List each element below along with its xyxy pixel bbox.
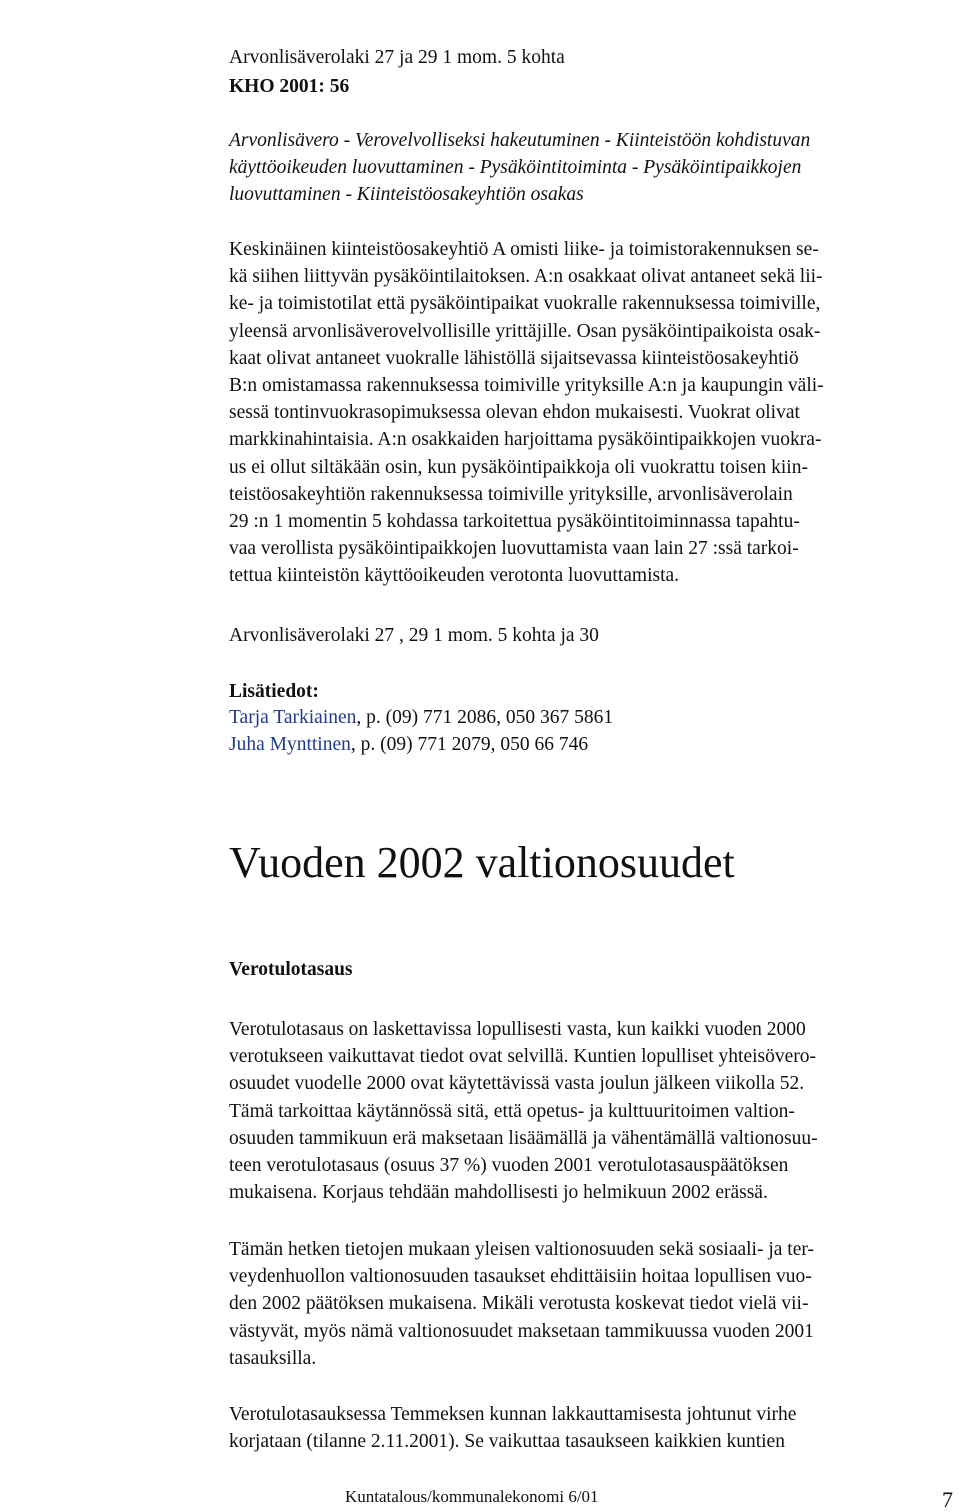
case-summary-line: kä siihen liittyvän pysäköintilaitoksen. A:n osakkaat olivat antaneet sekä lii-	[229, 266, 823, 288]
paragraph-line: västyvät, myös nämä valtionosuudet maksetaan tammikuussa vuoden 2001	[229, 1320, 814, 1342]
paragraph-line: Tämä tarkoittaa käytännössä sitä, että opetus- ja kulttuuritoimen valtion-	[229, 1100, 795, 1122]
case-summary-line: yleensä arvonlisäverovelvollisille yrittäjille. Osan pysäköintipaikoista osak-	[229, 320, 821, 342]
keywords-block	[229, 127, 810, 209]
case-summary-line: 29 :n 1 momentin 5 kohdassa tarkoitettua pysäköintitoiminnassa tapahtu-	[229, 511, 800, 533]
paragraph-line: Verotulotasauksessa Temmeksen kunnan lakkauttamisesta johtunut virhe	[229, 1404, 797, 1425]
contact-phone: , p. (09) 771 2079, 050 66 746	[350, 734, 589, 755]
paragraph-line: verotukseen vaikuttavat tiedot ovat selvillä. Kuntien lopulliset yhteisövero-	[229, 1046, 817, 1068]
law-reference: Arvonlisäverolaki 27 , 29 1 mom. 5 kohta ja 30	[229, 625, 599, 646]
case-summary-line: Keskinäinen kiinteistöosakeyhtiö A omisti liike- ja toimistorakennuksen se-	[229, 239, 819, 260]
paragraph-line: Tämän hetken tietojen mukaan yleisen valtionosuuden sekä sosiaali- ja ter-	[229, 1239, 814, 1260]
contact-link-tarkiainen[interactable]: Tarja Tarkiainen	[229, 707, 357, 728]
legal-reference: Arvonlisäverolaki 27 ja 29 1 mom. 5 kohta	[229, 47, 565, 68]
keywords-line: käyttöoikeuden luovuttaminen - Pysäköintitoiminta - Pysäköintipaikkojen	[229, 157, 802, 179]
paragraph-line: tasauksilla.	[229, 1347, 317, 1369]
case-summary-line: teistöosakeyhtiön rakennuksessa toimiville yrityksille, arvonlisäverolain	[229, 483, 793, 505]
case-summary-line: tettua kiinteistön käyttöoikeuden verotonta luovuttamista.	[229, 565, 680, 587]
contacts-heading: Lisätiedot:	[229, 681, 319, 702]
paragraph-line: Verotulotasaus on laskettavissa lopullisesti vasta, kun kaikki vuoden 2000	[229, 1019, 806, 1040]
case-id: KHO 2001: 56	[229, 76, 350, 97]
contact-item	[229, 731, 588, 758]
case-summary	[229, 236, 824, 590]
paragraph-1	[229, 1016, 818, 1206]
footer-publication: Kuntatalous/kommunalekonomi 6/01	[345, 1487, 599, 1506]
paragraph-line: osuudet vuodelle 2000 ovat käytettävissä vasta joulun jälkeen viikolla 52.	[229, 1073, 805, 1095]
paragraph-2	[229, 1236, 814, 1372]
article-subheading: Verotulotasaus	[229, 959, 353, 980]
case-summary-line: kaat olivat antaneet vuokralle lähistöllä sijaitsevassa kiinteistöosakeyhtiö	[229, 347, 799, 369]
page-number: 7	[942, 1487, 953, 1512]
contact-item	[229, 704, 613, 731]
article-title: Vuoden 2002 valtionosuudet	[229, 838, 735, 887]
case-summary-line: vaa verollista pysäköintipaikkojen luovuttamista vaan lain 27 :ssä tarkoi-	[229, 538, 799, 560]
case-summary-line: sessä tontinvuokrasopimuksessa olevan ehdon mukaisesti. Vuokrat olivat	[229, 402, 800, 424]
paragraph-line: teen verotulotasaus (osuus 37 %) vuoden 2001 verotulotasauspäätöksen	[229, 1155, 789, 1177]
paragraph-line: korjataan (tilanne 2.11.2001). Se vaikuttaa tasaukseen kaikkien kuntien	[229, 1431, 785, 1453]
paragraph-line: veydenhuollon valtionosuuden tasaukset ehdittäisiin hoitaa lopullisen vuo-	[229, 1266, 812, 1288]
paragraph-3	[229, 1401, 796, 1455]
contact-phone: , p. (09) 771 2086, 050 367 5861	[356, 707, 614, 728]
paragraph-line: osuuden tammikuun erä maksetaan lisäämällä ja vähentämällä valtionosuu-	[229, 1127, 818, 1149]
paragraph-line: den 2002 päätöksen mukaisena. Mikäli verotusta koskevat tiedot vielä vii-	[229, 1293, 809, 1315]
case-summary-line: us ei ollut siltäkään osin, kun pysäköintipaikkoja oli vuokrattu toisen kiin-	[229, 456, 808, 478]
case-summary-line: ke- ja toimistotilat että pysäköintipaikat vuokralle rakennuksessa toimiville,	[229, 293, 821, 315]
case-summary-line: markkinahintaisia. A:n osakkaiden harjoittama pysäköintipaikkojen vuokra-	[229, 429, 822, 451]
paragraph-line: mukaisena. Korjaus tehdään mahdollisesti jo helmikuun 2002 erässä.	[229, 1182, 768, 1204]
keywords-line: luovuttaminen - Kiinteistöosakeyhtiön osakas	[229, 184, 584, 206]
case-summary-line: B:n omistamassa rakennuksessa toimiville yrityksille A:n ja kaupungin väli-	[229, 375, 824, 397]
contact-link-mynttinen[interactable]: Juha Mynttinen	[229, 734, 351, 755]
keywords-line: Arvonlisävero - Verovelvolliseksi hakeutuminen - Kiinteistöön kohdistuvan	[229, 130, 811, 151]
